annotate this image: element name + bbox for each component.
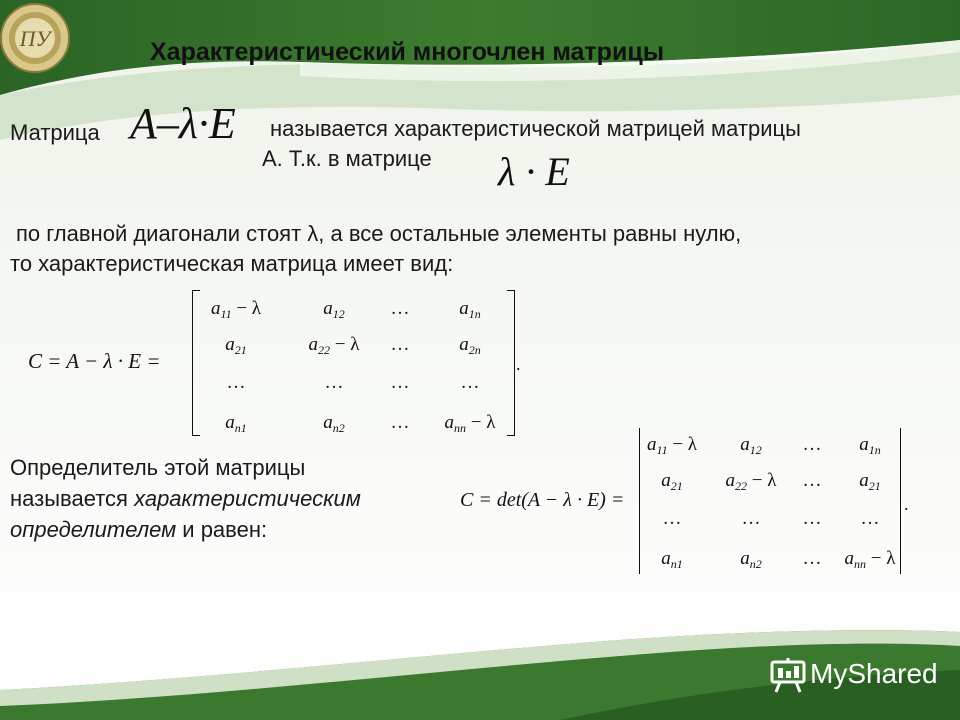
- matrix2-left-bar: [639, 428, 640, 574]
- matrix1-cell-r3c3: …: [390, 372, 410, 393]
- matrix2-cell-r2c1: $a_{21}$: [661, 470, 683, 493]
- matrix2-cell-r2c4: $a_{21}$: [859, 470, 881, 493]
- matrix2-cell-r2c2: $a_{22} - \lambda$: [725, 470, 777, 493]
- matrix2-cell-r3c3: …: [802, 508, 822, 529]
- para3-line2-italic: характеристическим: [134, 486, 361, 511]
- para1-line2: А. Т.к. в матрице: [262, 146, 432, 171]
- slide-title: Характеристический многочлен матрицы: [150, 38, 665, 66]
- matrix2-cell-r4c1: $a_{n1}$: [661, 548, 683, 571]
- matrix1-cell-r1c3: …: [390, 298, 410, 319]
- matrix-word: Матрица: [10, 120, 100, 145]
- matrix1-period: .: [516, 354, 521, 374]
- matrix2-cell-r1c1: $a_{11} - \lambda$: [646, 434, 698, 457]
- matrix1-cell-r2c1: $a_{21}$: [225, 334, 247, 357]
- formula-lambda-e: λ · E: [498, 149, 570, 194]
- para2-line2: то характеристическая матрица имеет вид:: [10, 251, 454, 276]
- matrix1-cell-r4c4: $a_{nn} - \lambda$: [444, 412, 496, 435]
- matrix1-cell-r1c1: $a_{11} - \lambda$: [210, 298, 262, 321]
- matrix1-cell-r4c2: $a_{n2}$: [323, 412, 345, 435]
- matrix1-cell-r1c2: $a_{12}$: [323, 298, 345, 321]
- matrix2-right-bar: [900, 428, 901, 574]
- watermark-text: MyShared: [810, 658, 938, 689]
- matrix2-cell-r1c4: $a_{1n}$: [859, 434, 881, 457]
- matrix1-cell-r3c1: …: [226, 372, 246, 393]
- para3-line1: Определитель этой матрицы: [10, 455, 306, 480]
- university-logo: [0, 0, 100, 90]
- matrix2-cell-r2c3: …: [802, 470, 822, 491]
- matrix1-cell-r4c3: …: [390, 412, 410, 433]
- matrix2-cell-r3c4: …: [860, 508, 880, 529]
- para3-line3-italic: определителем: [10, 517, 177, 542]
- para2-line1: по главной диагонали стоят λ, а все остальные элементы равны нулю,: [16, 221, 742, 246]
- matrix2-cell-r4c4: $a_{nn} - \lambda$: [844, 548, 896, 571]
- matrix1-cell-r1c4: $a_{1n}$: [459, 298, 481, 321]
- para3-line3-plain: и равен:: [176, 517, 268, 542]
- matrix1-cell-r2c4: $a_{2n}$: [459, 334, 481, 357]
- matrix2-period: .: [904, 494, 909, 514]
- matrix1-right-bracket: [507, 290, 515, 436]
- matrix1-cell-r3c2: …: [324, 372, 344, 393]
- formula-a-minus-lambda-e: A–λ·E: [130, 99, 236, 148]
- matrix1-left-bracket: [192, 290, 200, 436]
- matrix2-cell-r4c3: …: [802, 548, 822, 569]
- matrix2-cell-r1c3: …: [802, 434, 822, 455]
- matrix1-cell-r4c1: $a_{n1}$: [225, 412, 247, 435]
- para3-line3: [10, 517, 267, 543]
- para3-line2-plain: называется: [10, 486, 135, 511]
- presentation-icon: [768, 656, 808, 694]
- matrix1-cell-r2c3: …: [390, 334, 410, 355]
- matrix2-cell-r3c2: …: [741, 508, 761, 529]
- para1-line1: называется характеристической матрицей матрицы: [270, 116, 801, 141]
- matrix2-cell-r3c1: …: [662, 508, 682, 529]
- matrix2-cell-r1c2: $a_{12}$: [740, 434, 762, 457]
- matrix2-cell-r4c2: $a_{n2}$: [740, 548, 762, 571]
- svg-text:ПУ: ПУ: [19, 26, 51, 51]
- matrix1-cell-r2c2: $a_{22} - \lambda$: [308, 334, 360, 357]
- matrix1-lhs: C = A − λ · E =: [28, 349, 161, 373]
- para3-line2: [10, 486, 361, 512]
- matrix1-cell-r3c4: …: [460, 372, 480, 393]
- matrix2-lhs: C = det(A − λ · E) =: [460, 489, 625, 511]
